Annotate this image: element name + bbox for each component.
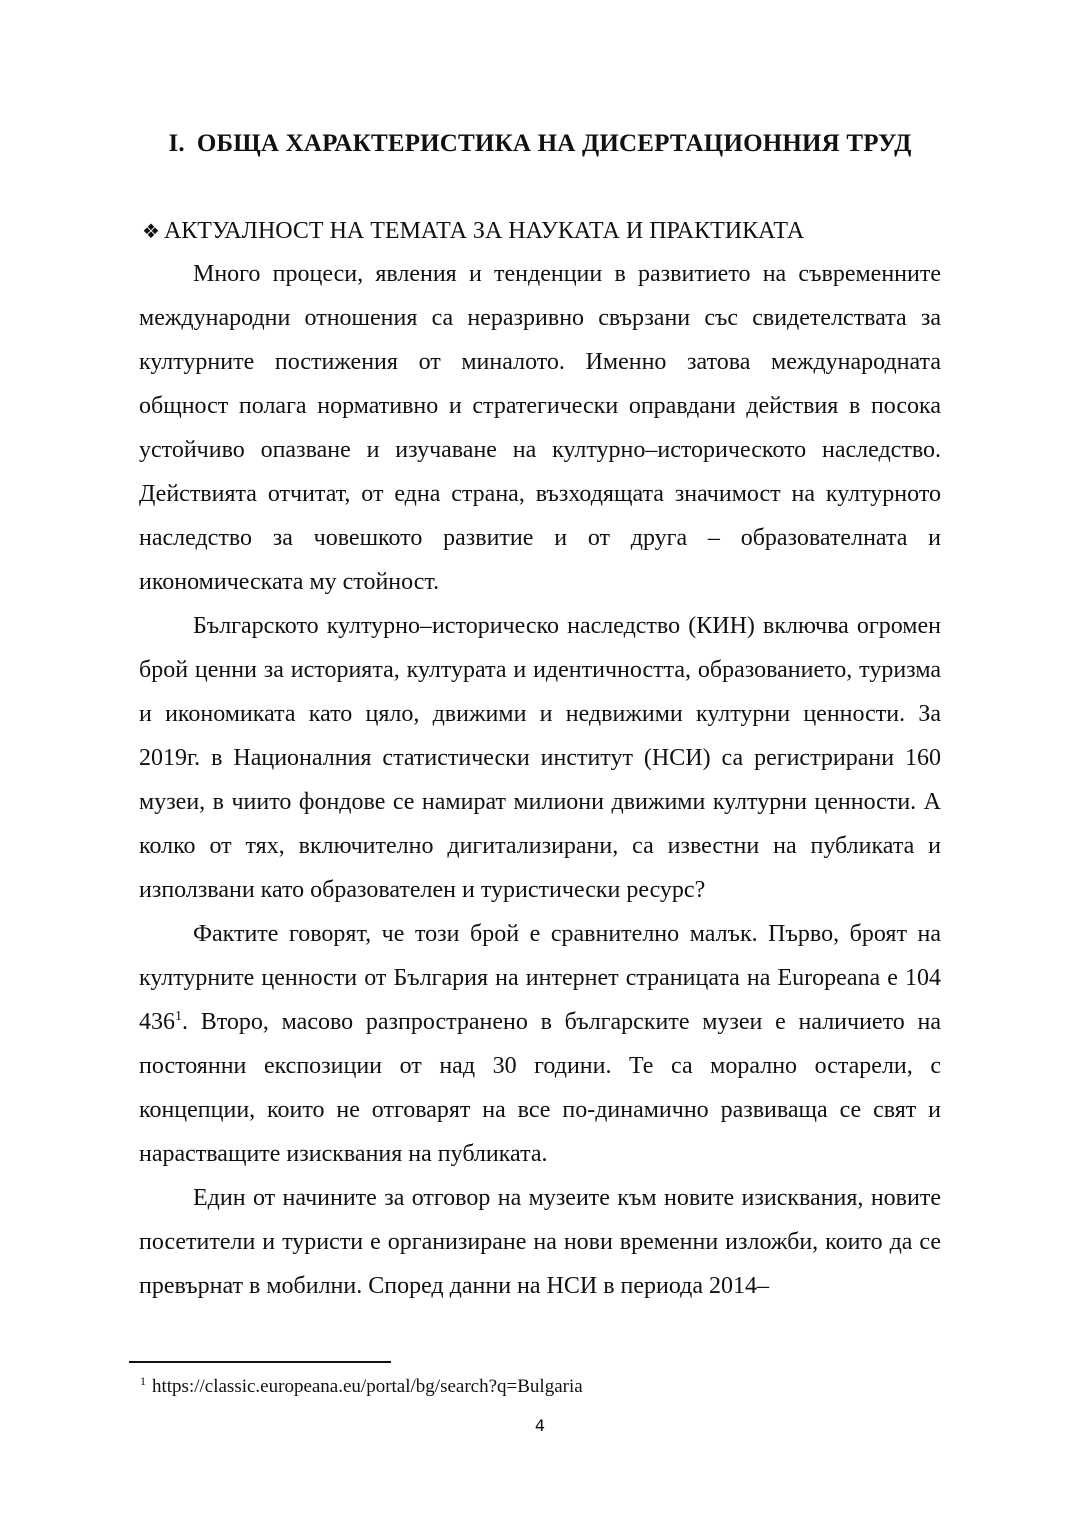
section-heading [142,215,804,247]
footnote-reference[interactable]: 1 [175,1009,182,1024]
footnote-marker: 1 [140,1373,146,1388]
paragraph-3 [139,912,941,1176]
footnote [140,1374,583,1400]
chapter-title [0,127,1080,161]
paragraph-3-part-1: Фактите говорят, че този брой е сравнително малък. Първо, броят на културните ценности от България на интернет страницата на Europeana е 104 436 [139,921,941,1035]
paragraph-1: Много процеси, явления и тенденции в развитието на съвременните международни отношения са неразривно свързани със свидетелствата за културните постижения от миналото. Именно затова международната общност полага нормативно и стратегически оправдани действия в посока устойчиво опазване и изучаване на културно–историческото наследство. Действията отчитат, от една страна, възходящата значимост на културното наследство за човешкото развитие и от друга – образователната и икономическата му стойност. [139,261,941,595]
diamond-bullet-icon: ❖ [142,219,160,243]
footnote-divider [129,1361,391,1363]
paragraph-4: Един от начините за отговор на музеите към новите изисквания, новите посетители и туристи е организиране на нови временни изложби, които да се превърнат в мобилни. Според данни на НСИ в периода 2014– [139,1185,941,1299]
body-text [139,252,941,1308]
paragraph-2: Българското културно–историческо наследство (КИН) включва огромен брой ценни за историята, културата и идентичността, образованието, туризма и икономиката като цяло, движими и недвижими културни ценности. За 2019г. в Националния статистически институт (НСИ) са регистрирани 160 музеи, в чиито фондове се намират милиони движими културни ценности. А колко от тях, включително дигитализирани, са известни на публиката и използвани като образователен и туристически ресурс? [139,613,941,903]
paragraph-3-part-2: . Второ, масово разпространено в българските музеи е наличието на постоянни експозиции от над 30 години. Те са морално остарели, с концепции, които не отговарят на все по-динамично развиваща се свят и нарастващите изисквания на публиката. [139,1009,941,1167]
page-number: 4 [534,1416,546,1435]
section-heading-text: АКТУАЛНОСТ НА ТЕМАТА ЗА НАУКАТА И ПРАКТИКАТА [163,218,805,244]
chapter-title-text: ОБЩА ХАРАКТЕРИСТИКА НА ДИСЕРТАЦИОННИЯ ТРУД [196,130,912,157]
chapter-number: I. [168,130,185,157]
footnote-url[interactable]: https://classic.europeana.eu/portal/bg/search?q=Bulgaria [152,1376,583,1397]
